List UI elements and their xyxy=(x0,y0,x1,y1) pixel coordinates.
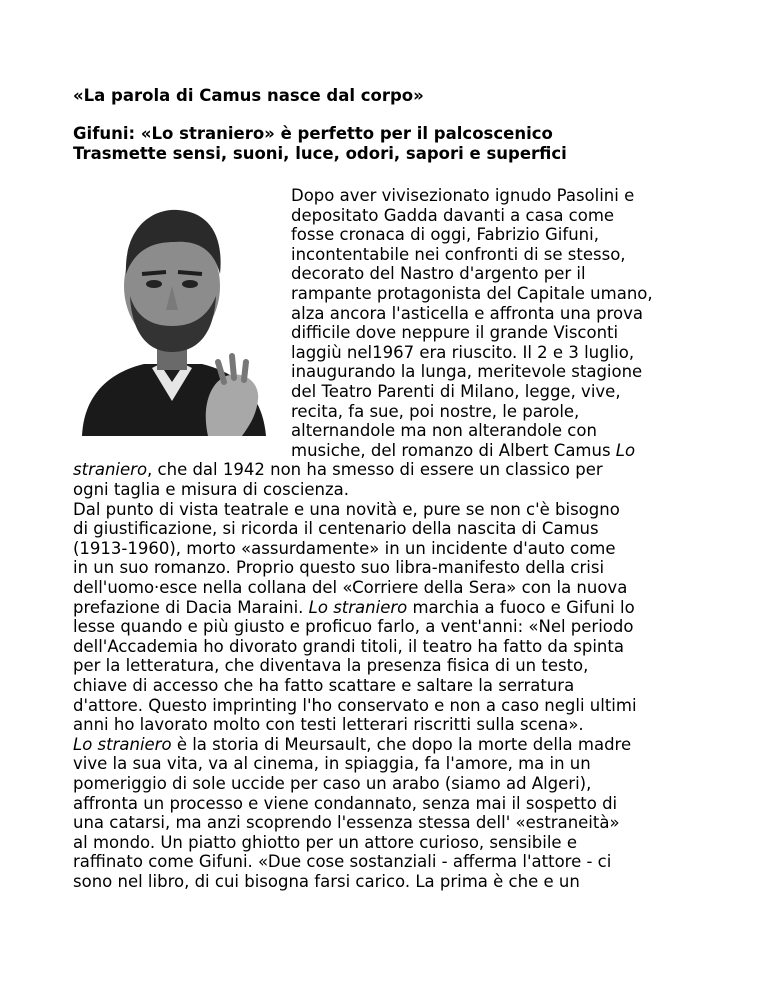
body-line: d'attore. Questo imprinting l'ho conservato e non a caso negli ultimi xyxy=(73,695,637,715)
body-line: rampante protagonista del Capitale umano, xyxy=(291,284,653,303)
body-line: pomeriggio di sole uccide per caso un arabo (siamo ad Algeri), xyxy=(73,774,592,793)
body-line: ogni taglia e misura di coscienza. xyxy=(73,480,350,499)
body-line: alza ancora l'asticella e affronta una prova xyxy=(291,303,644,323)
article-title: «La parola di Camus nasce dal corpo» xyxy=(73,86,424,105)
body-line: Dal punto di vista teatrale e una novità e, pure se non c'è bisogno xyxy=(73,499,620,519)
body-line: del Teatro Parenti di Milano, legge, vive, xyxy=(291,382,621,401)
body-line: una catarsi, ma anzi scoprendo l'essenza stessa dell' «estraneità» xyxy=(73,813,620,833)
subtitle-line-2: Trasmette sensi, suoni, luce, odori, sapori e superfici xyxy=(73,144,567,163)
body-line: per la letteratura, che diventava la presenza fisica di un testo, xyxy=(73,656,589,676)
body-line: dell'Accademia ho divorato grandi titoli, il teatro ha fatto da spinta xyxy=(73,636,624,656)
body-line: fosse cronaca di oggi, Fabrizio Gifuni, xyxy=(291,225,599,245)
body-line: (1913-1960), morto «assurdamente» in un incidente d'auto come xyxy=(73,538,616,558)
body-line: Lo straniero è la storia di Meursault, che dopo la morte della madre xyxy=(73,734,632,754)
body-line: lesse quando e più giusto e proficuo farlo, a vent'anni: «Nel periodo xyxy=(73,617,634,637)
body-line: decorato del Nastro d'argento per il xyxy=(291,264,586,284)
body-line: incontentabile nei confronti di se stesso, xyxy=(291,244,626,264)
body-line: dell'uomo·esce nella collana del «Corriere della Sera» con la nuova xyxy=(73,578,628,597)
body-line: in un suo romanzo. Proprio questo suo libra-manifesto della crisi xyxy=(73,558,605,578)
body-line: depositato Gadda davanti a casa come xyxy=(291,205,615,225)
body-line: difficile dove neppure il grande Visconti xyxy=(291,323,619,343)
body-line: recita, fa sue, poi nostre, le parole, xyxy=(291,401,580,421)
body-line: laggiù nel1967 era riuscito. Il 2 e 3 luglio, xyxy=(291,342,635,362)
body-line: alternandole ma non alterandole con xyxy=(291,421,597,441)
body-line: prefazione di Dacia Maraini. Lo straniero marchia a fuoco e Gifuni lo xyxy=(73,597,635,617)
body-line: straniero, che dal 1942 non ha smesso di essere un classico per xyxy=(73,460,603,480)
body-line: di giustificazione, si ricorda il centenario della nascita di Camus xyxy=(73,519,599,539)
body-line: vive la sua vita, va al cinema, in spiaggia, fa l'amore, ma in un xyxy=(73,754,591,774)
body-line: inaugurando la lunga, meritevole stagione xyxy=(291,362,643,382)
body-line: chiave di accesso che ha fatto scattare e saltare la serratura xyxy=(73,676,575,695)
author-portrait-photo xyxy=(74,186,271,436)
body-line: affronta un processo e viene condannato, senza mai il sospetto di xyxy=(73,793,618,813)
body-line: anni ho lavorato molto con testi letterari riscritti sulla scena». xyxy=(73,715,584,735)
body-line: Dopo aver vivisezionato ignudo Pasolini e xyxy=(291,186,635,205)
body-line: musiche, del romanzo di Albert Camus Lo xyxy=(291,440,636,460)
article-subtitle xyxy=(73,124,567,164)
body-line: al mondo. Un piatto ghiotto per un attore curioso, sensibile e xyxy=(73,832,577,852)
body-line: raffinato come Gifuni. «Due cose sostanziali - afferma l'attore - ci xyxy=(73,852,612,872)
subtitle-line-1: Gifuni: «Lo straniero» è perfetto per il palcoscenico xyxy=(73,124,553,143)
body-line: sono nel libro, di cui bisogna farsi carico. La prima è che e un xyxy=(73,872,580,891)
